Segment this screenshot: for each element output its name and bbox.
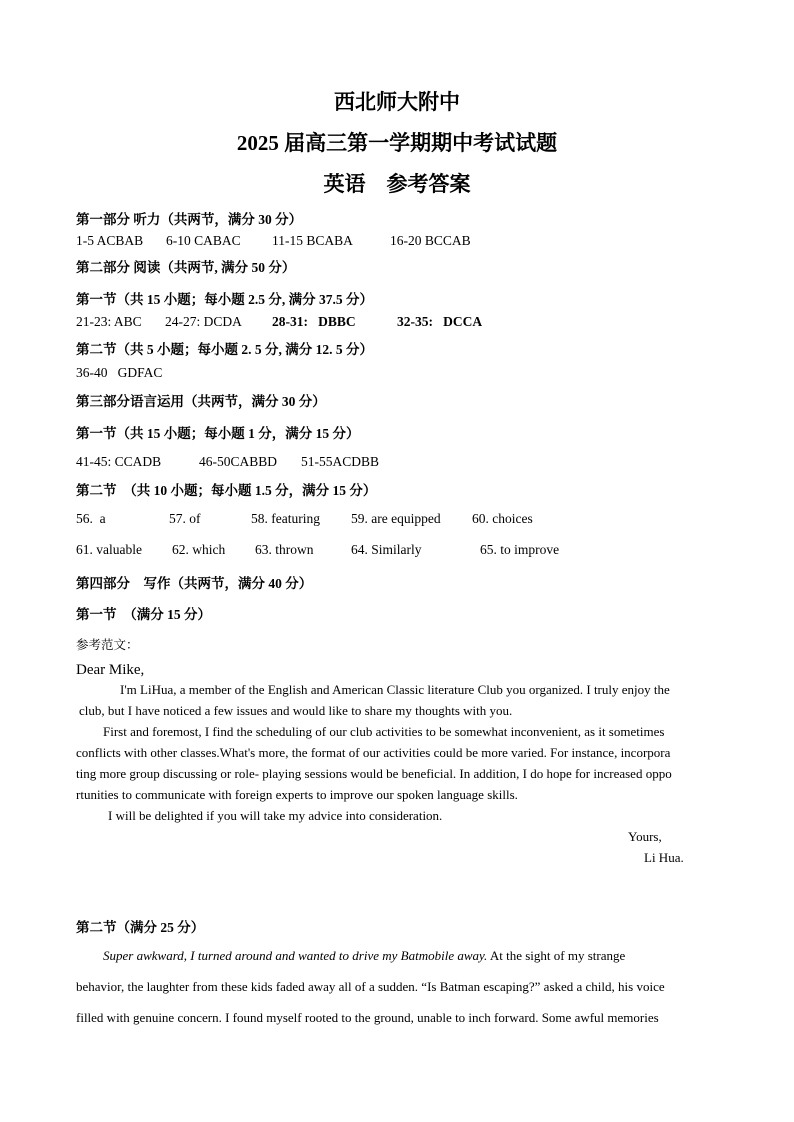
letter-line: conflicts with other classes.What's more, the format of our activities could be more varied. For instance, incorpora bbox=[76, 745, 671, 760]
answer-group: 16-20 BCCAB bbox=[390, 233, 471, 248]
answer-group: 24-27: DCDA bbox=[165, 314, 242, 329]
essay-line-3: filled with genuine concern. I found myself rooted to the ground, unable to inch forward. Some awful memories bbox=[76, 1010, 659, 1025]
letter-closing: Yours, bbox=[628, 829, 662, 844]
answer-item: 56. a bbox=[76, 511, 106, 526]
answer-group: 6-10 CABAC bbox=[166, 233, 241, 248]
part4-section2-heading: 第二节（满分 25 分） bbox=[76, 920, 205, 935]
letter-line: rtunities to communicate with foreign experts to improve our spoken language skills. bbox=[76, 787, 518, 802]
answer-group: 36-40 GDFAC bbox=[76, 365, 163, 380]
part4-section1-heading: 第一节 （满分 15 分） bbox=[76, 607, 211, 622]
letter-line: ting more group discussing or role- playing sessions would be beneficial. In addition, I do hope for increased oppo bbox=[76, 766, 672, 781]
essay-line-2: behavior, the laughter from these kids faded away all of a sudden. “Is Batman escaping?” asked a child, his voice bbox=[76, 979, 665, 994]
subject-title: 英语 参考答案 bbox=[323, 172, 471, 196]
answer-item: 60. choices bbox=[472, 511, 533, 526]
letter-salutation: Dear Mike, bbox=[76, 662, 145, 678]
part4-heading: 第四部分 写作（共两节，满分 40 分） bbox=[76, 576, 313, 591]
exam-title: 2025 届高三第一学期期中考试试题 bbox=[236, 131, 558, 155]
letter-line: I'm LiHua, a member of the English and American Classic literature Club you organized. I truly enjoy the bbox=[120, 682, 670, 697]
answer-group: 21-23: ABC bbox=[76, 314, 142, 329]
essay-line-1-rest: At the sight of my strange bbox=[487, 948, 626, 963]
answer-group: 51-55ACDBB bbox=[301, 454, 380, 469]
answer-item: 65. to improve bbox=[480, 542, 560, 557]
answer-group: 46-50CABBD bbox=[199, 454, 278, 469]
answer-item: 63. thrown bbox=[255, 542, 314, 557]
essay-opening-sentence: Super awkward, I turned around and wanted to drive my Batmobile away. bbox=[103, 948, 488, 963]
answer-item: 64. Similarly bbox=[351, 542, 422, 557]
letter-line: I will be delighted if you will take my advice into consideration. bbox=[108, 808, 443, 823]
answer-group: 11-15 BCABA bbox=[272, 233, 353, 248]
part3-section1-heading: 第一节（共 15 小题；每小题 1 分，满分 15 分） bbox=[76, 426, 360, 441]
answer-item: 61. valuable bbox=[76, 542, 142, 557]
sample-label: 参考范文： bbox=[76, 637, 139, 652]
answer-group: 1-5 ACBAB bbox=[76, 233, 144, 248]
letter-line: club, but I have noticed a few issues and would like to share my thoughts with you. bbox=[79, 703, 513, 718]
part2-heading: 第二部分 阅读（共两节, 满分 50 分） bbox=[76, 260, 296, 275]
part2-section2-heading: 第二节（共 5 小题；每小题 2. 5 分, 满分 12. 5 分） bbox=[76, 342, 373, 357]
part2-section1-heading: 第一节（共 15 小题；每小题 2.5 分, 满分 37.5 分） bbox=[76, 292, 373, 307]
letter-line: First and foremost, I find the scheduling of our club activities to be somewhat inconvenient, as it sometimes bbox=[103, 724, 665, 739]
answer-group: 32-35: DCCA bbox=[397, 314, 483, 329]
part1-heading: 第一部分 听力（共两节，满分 30 分） bbox=[76, 212, 303, 227]
school-name: 西北师大附中 bbox=[334, 90, 460, 114]
answer-group: 28-31: DBBC bbox=[272, 314, 356, 329]
answer-item: 59. are equipped bbox=[351, 511, 441, 526]
answer-item: 62. which bbox=[172, 542, 226, 557]
letter-signature: Li Hua. bbox=[644, 850, 684, 865]
essay-line-1 bbox=[103, 948, 625, 964]
part3-heading: 第三部分语言运用（共两节，满分 30 分） bbox=[76, 394, 326, 409]
answer-item: 57. of bbox=[169, 511, 201, 526]
answer-group: 41-45: CCADB bbox=[76, 454, 162, 469]
part3-section2-heading: 第二节 （共 10 小题；每小题 1.5 分，满分 15 分） bbox=[76, 483, 377, 498]
answer-item: 58. featuring bbox=[251, 511, 320, 526]
